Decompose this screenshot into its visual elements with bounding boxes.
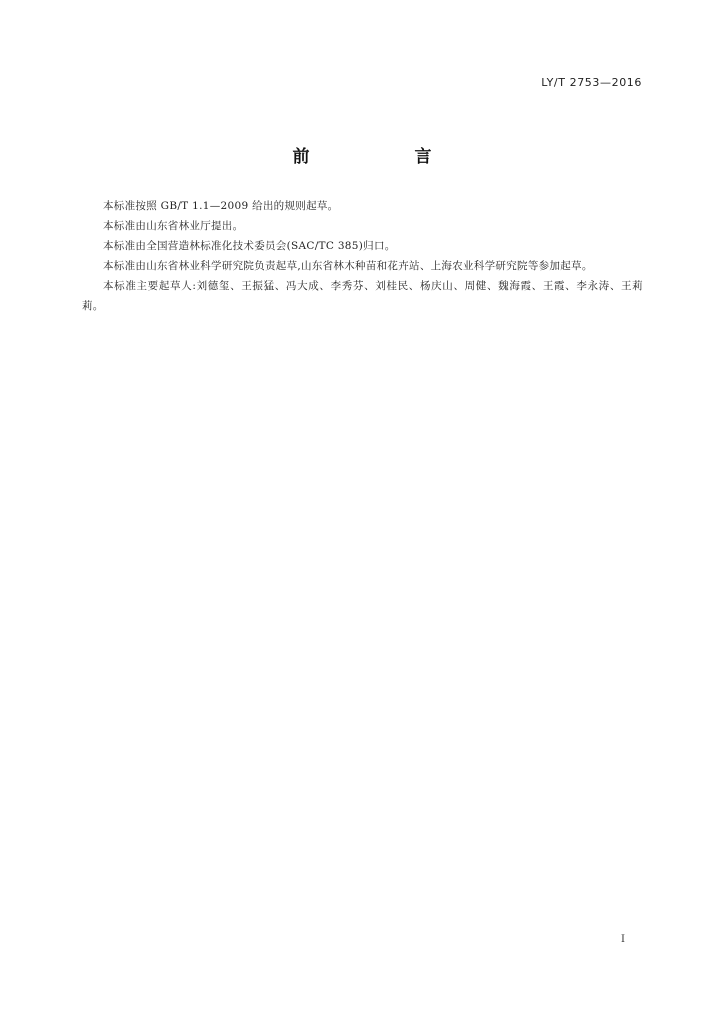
paragraph-centralized-by: 本标准由全国营造林标准化技术委员会(SAC/TC 385)归口。 <box>103 240 396 252</box>
foreword-body <box>82 196 643 316</box>
paragraph-drafting-rules: 本标准按照 GB/T 1.1—2009 给出的规则起草。 <box>103 200 339 212</box>
standard-code: LY/T 2753—2016 <box>541 76 642 89</box>
page-number: I <box>621 934 625 945</box>
paragraph-drafters: 本标准主要起草人:刘德玺、王振猛、冯大成、李秀芬、刘桂民、杨庆山、周健、魏海霞、王霞、李永涛、王莉莉。 <box>82 280 643 312</box>
paragraph-proposed-by: 本标准由山东省林业厅提出。 <box>103 220 244 232</box>
page-title: 前 言 <box>292 147 476 167</box>
paragraph-drafting-units: 本标准由山东省林业科学研究院负责起草,山东省林木种苗和花卉站、上海农业科学研究院等参加起草。 <box>103 260 593 272</box>
